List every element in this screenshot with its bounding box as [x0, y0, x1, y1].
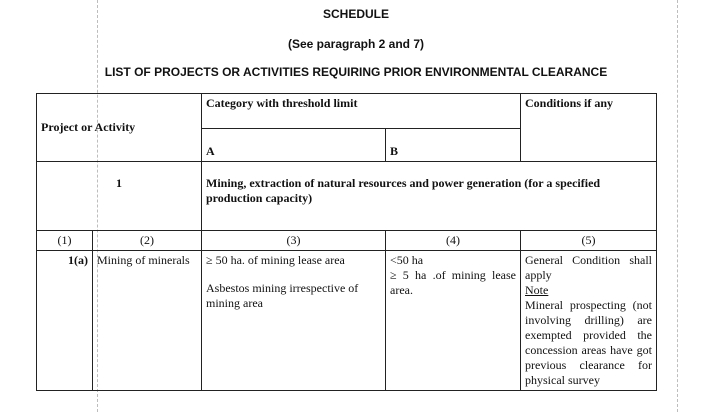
activity-cell: Mining of minerals [93, 251, 202, 391]
category-b-cell [386, 251, 521, 391]
table-row [37, 251, 657, 391]
schedule-heading: SCHEDULE [322, 7, 389, 21]
paragraph-reference: (See paragraph 2 and 7) [287, 37, 425, 51]
category-a-cell [202, 251, 386, 391]
section-row [37, 162, 657, 231]
column-number: (5) [521, 231, 657, 251]
category-b-line: <50 ha [390, 253, 424, 267]
header-category-a: A [202, 129, 386, 162]
section-number: 1 [37, 162, 202, 231]
column-number: (1) [37, 231, 93, 251]
category-a-line: ≥ 50 ha. of mining lease area [206, 253, 345, 267]
column-number: (3) [202, 231, 386, 251]
conditions-cell [521, 251, 657, 391]
section-title: Mining, extraction of natural resources and power generation (for a specified production capacity) [202, 162, 657, 231]
general-condition: General Condition shall apply [525, 253, 652, 282]
column-number-row [37, 231, 657, 251]
column-number: (2) [93, 231, 202, 251]
schedule-table [36, 93, 657, 391]
header-project-or-activity: Project or Activity [37, 94, 202, 162]
header-category-threshold: Category with threshold limit [202, 94, 521, 129]
header-conditions: Conditions if any [521, 94, 657, 162]
list-title: LIST OF PROJECTS OR ACTIVITIES REQUIRING PRIOR ENVIRONMENTAL CLEARANCE [104, 65, 608, 79]
column-number: (4) [386, 231, 521, 251]
category-a-line: Asbestos mining irrespective of mining area [206, 281, 359, 310]
note-text: Mineral prospecting (not involving drilling) are exempted provided the concession areas have got previous clearance for physical survey [525, 298, 652, 387]
item-number: 1(a) [37, 251, 93, 391]
category-b-line: ≥ 5 ha .of mining lease area. [390, 268, 516, 297]
header-category-b: B [386, 129, 521, 162]
table-header-row [37, 94, 657, 129]
scan-artifact-line [677, 0, 678, 412]
note-label: Note [525, 283, 549, 297]
